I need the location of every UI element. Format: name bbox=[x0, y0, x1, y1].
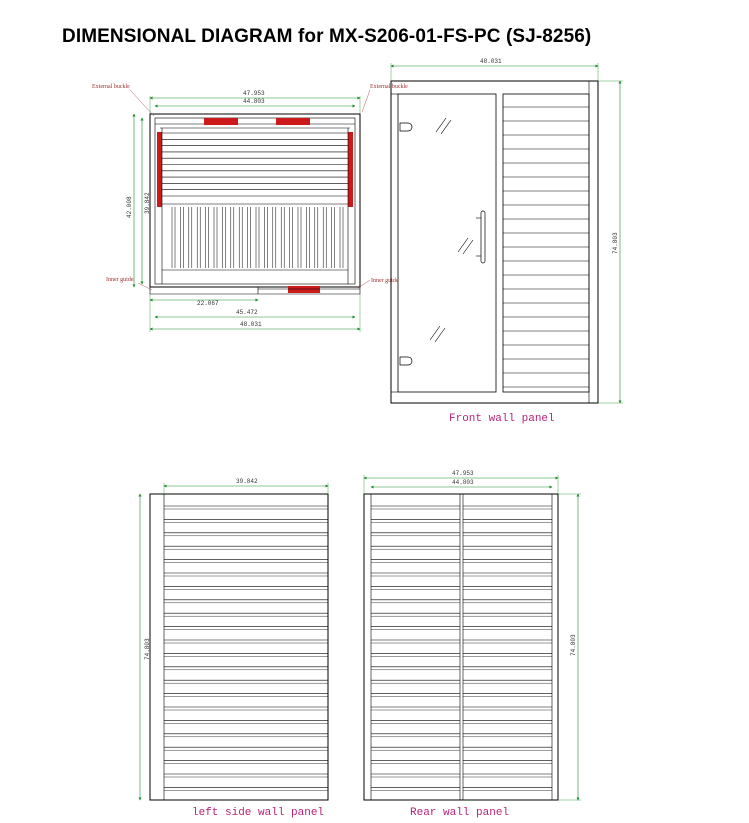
door-handle bbox=[481, 211, 485, 263]
front-wall-caption: Front wall panel bbox=[449, 413, 555, 425]
top-depth-outer-dim: 42.008 bbox=[126, 196, 133, 218]
front-wood-section bbox=[503, 94, 589, 392]
left-side-wall-panel bbox=[140, 478, 328, 819]
heater-rear-right bbox=[276, 118, 310, 125]
heater-front bbox=[288, 286, 320, 293]
backrest-slats bbox=[162, 204, 348, 270]
glass-reflection-marks bbox=[430, 118, 473, 342]
inner-guide-label: Inner guide bbox=[106, 277, 134, 283]
door-opening-dim: 22.067 bbox=[197, 300, 219, 307]
top-view bbox=[92, 84, 360, 332]
front-panel-frame bbox=[391, 81, 598, 403]
external-buckle-label: External buckle bbox=[92, 84, 130, 90]
left-wall-caption: left side wall panel bbox=[192, 807, 325, 819]
heater-left-side bbox=[157, 132, 162, 207]
top-view-inner-frame bbox=[155, 118, 355, 284]
front-wall-panel bbox=[358, 58, 623, 425]
top-depth-inner-dim: 39.842 bbox=[144, 192, 151, 214]
front-external-buckle-label: External buckle bbox=[370, 84, 408, 90]
rear-wall-slats bbox=[371, 506, 552, 790]
front-inner-dim: 45.472 bbox=[236, 309, 258, 316]
front-width-dim: 48.031 bbox=[480, 58, 502, 65]
rear-wall-panel bbox=[364, 470, 581, 819]
left-width-dim: 39.842 bbox=[236, 478, 258, 485]
front-inner-guide-label: Inner guide bbox=[371, 278, 399, 284]
top-width-inner-dim: 44.803 bbox=[243, 98, 265, 105]
front-wood-slats bbox=[503, 107, 589, 387]
left-wall-slats bbox=[164, 506, 328, 790]
front-outer-dim: 48.031 bbox=[240, 321, 262, 328]
rear-width-inner-dim: 44.803 bbox=[452, 479, 474, 486]
heater-right-side bbox=[348, 132, 353, 207]
bench-slats bbox=[162, 133, 348, 196]
left-height-dim: 74.803 bbox=[144, 638, 151, 660]
left-panel-frame bbox=[150, 494, 328, 800]
top-view-outer-frame bbox=[150, 114, 360, 287]
front-height-dim: 74.803 bbox=[612, 232, 619, 254]
heater-rear-left bbox=[204, 118, 238, 125]
rear-wall-caption: Rear wall panel bbox=[410, 807, 510, 819]
bottom-hinge-icon bbox=[400, 357, 412, 365]
rear-panel-frame bbox=[364, 494, 558, 800]
page-title: DIMENSIONAL DIAGRAM for MX-S206-01-FS-PC (SJ-8256) bbox=[62, 26, 592, 47]
top-width-outer-dim: 47.953 bbox=[243, 90, 265, 97]
top-hinge-icon bbox=[400, 123, 412, 131]
rear-width-outer-dim: 47.953 bbox=[452, 470, 474, 477]
rear-height-dim: 74.803 bbox=[570, 634, 577, 656]
